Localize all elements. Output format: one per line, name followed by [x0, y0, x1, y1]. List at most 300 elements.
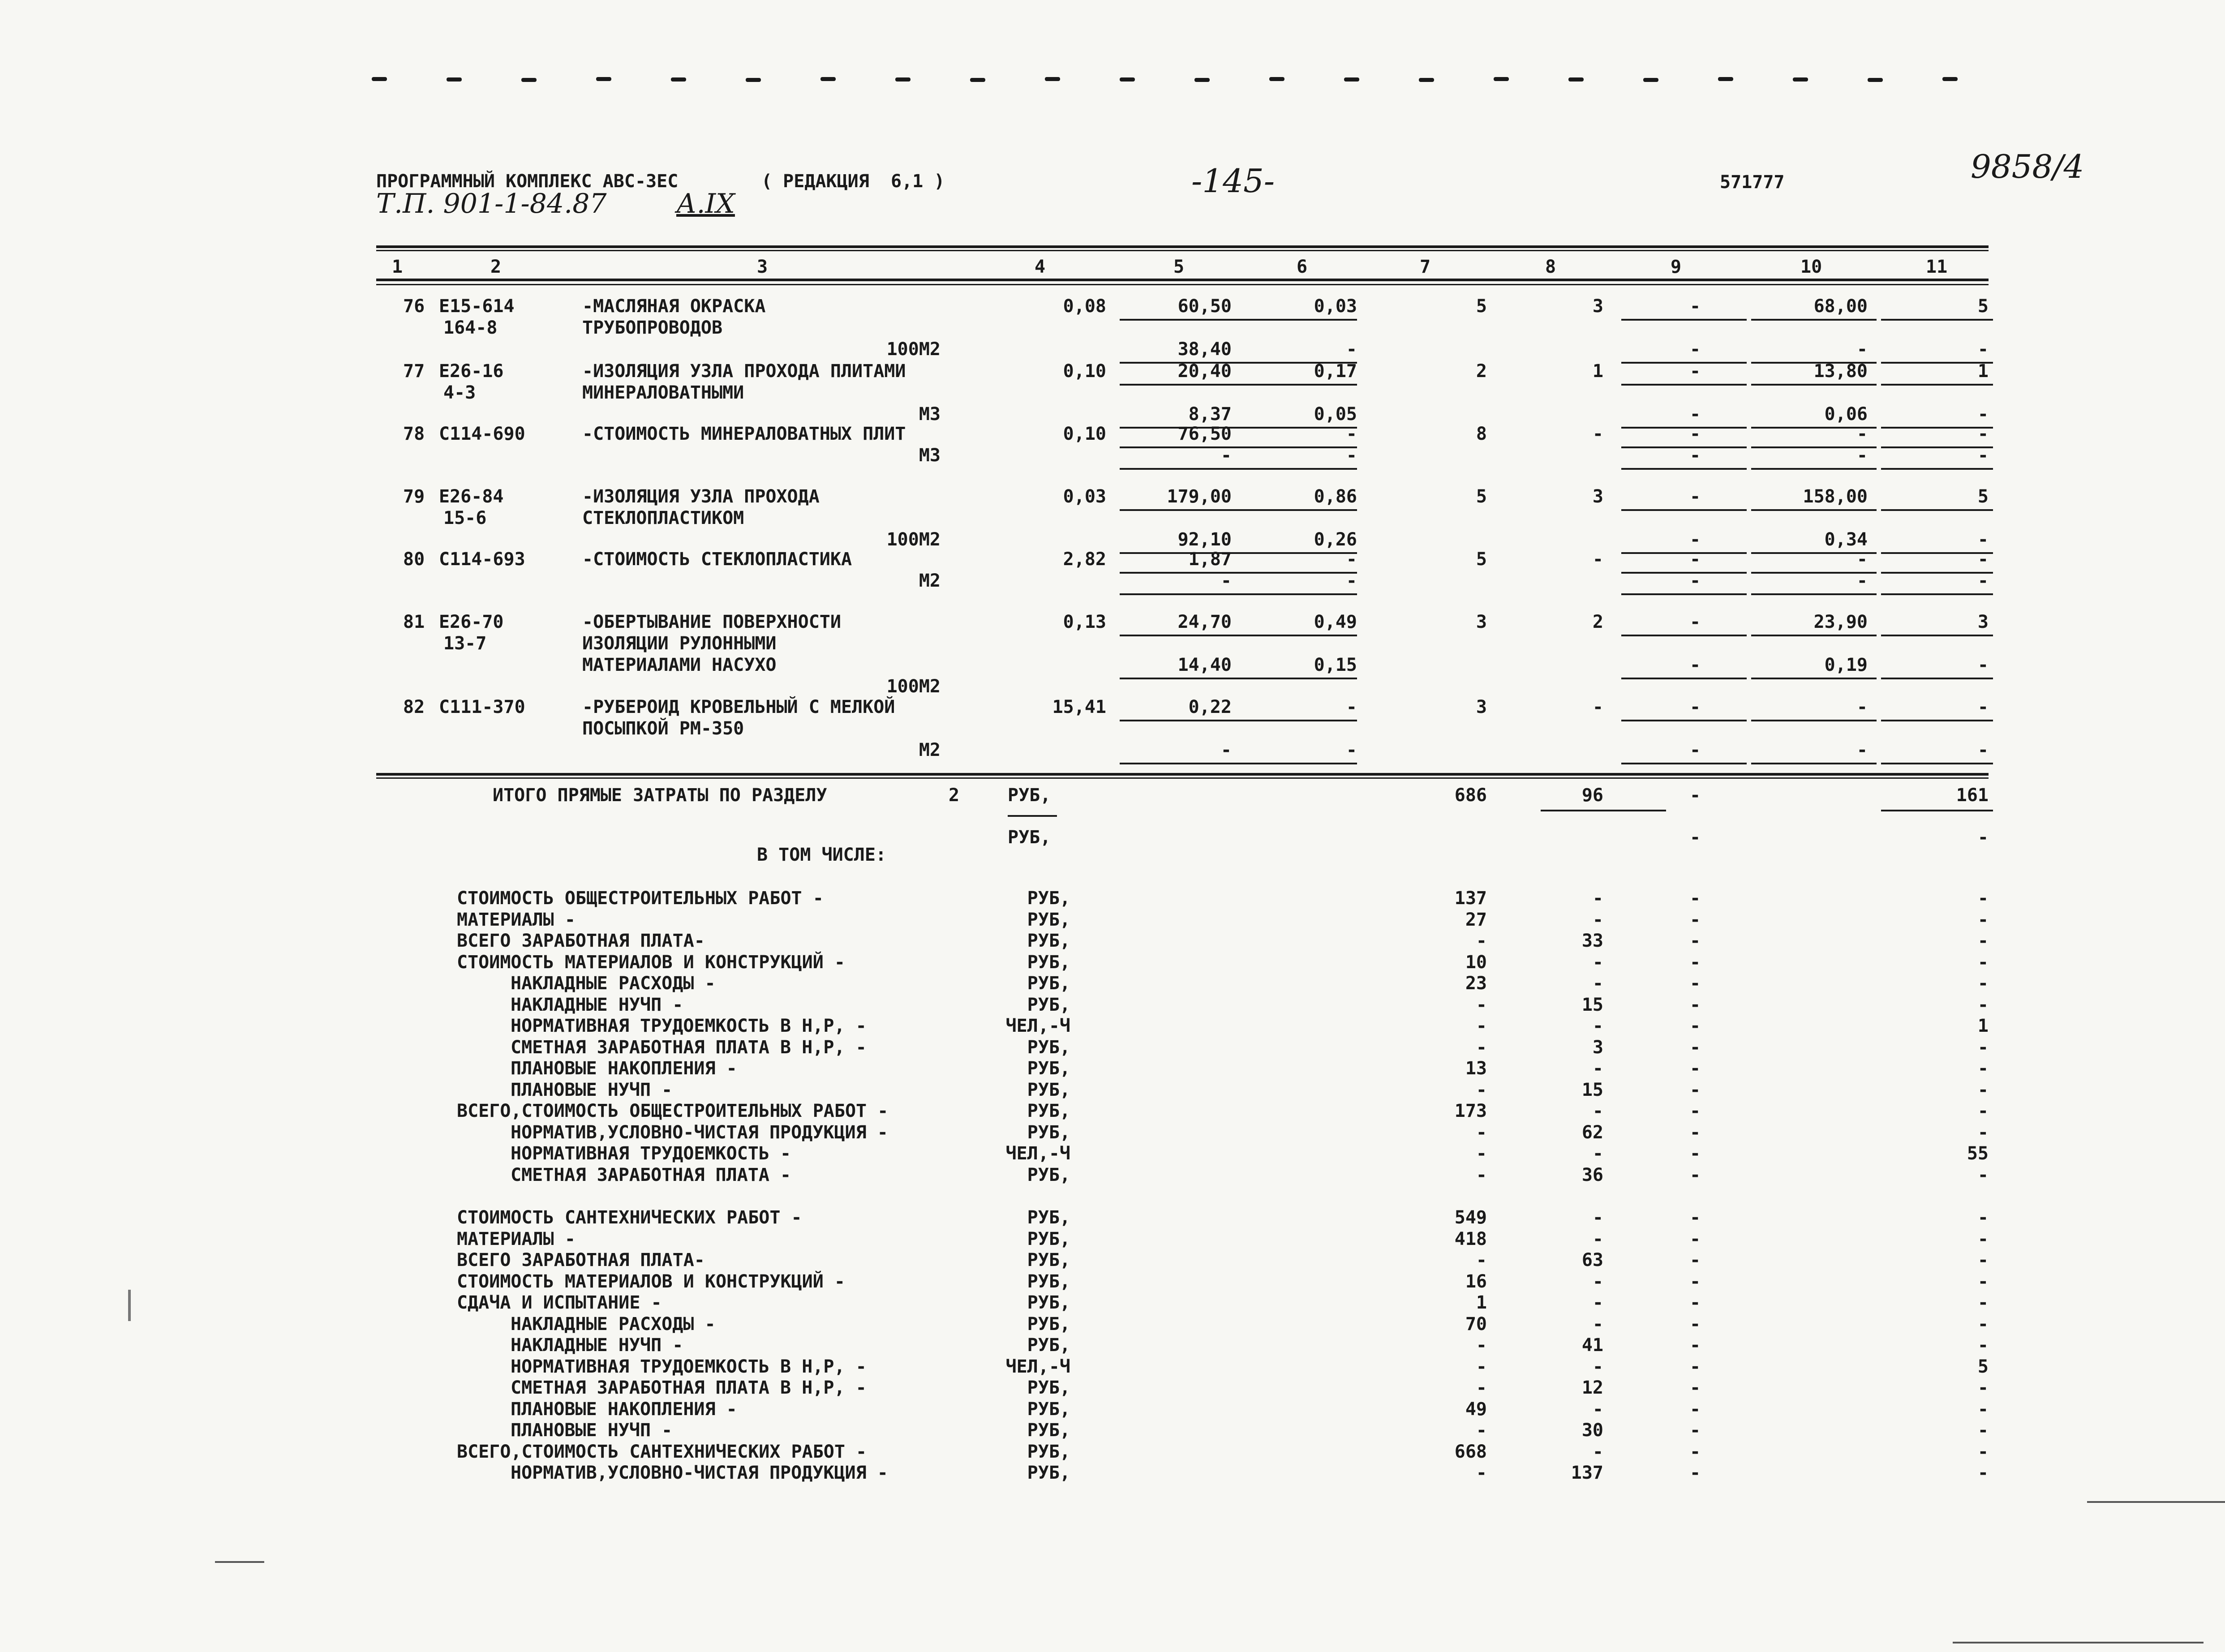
summary-label: НОРМАТИВНАЯ ТРУДОЕМКОСТЬ В Н,Р, -	[511, 1356, 867, 1377]
cell-underline	[1751, 763, 1877, 764]
summary-unit: РУБ,	[1027, 1420, 1070, 1441]
summary-col9: -	[1689, 994, 1701, 1015]
col6-value: 0,03	[1314, 296, 1357, 317]
cell-underline	[1120, 384, 1357, 386]
summary-col8: -	[1592, 973, 1603, 994]
perforation-dash	[1868, 78, 1883, 82]
summary-col7: -	[1476, 1463, 1487, 1483]
cell-underline	[1881, 384, 1993, 386]
scan-mark	[2087, 1501, 2225, 1503]
col11-wage: -	[1977, 740, 1989, 760]
summary-col8: 3	[1592, 1037, 1603, 1058]
summary-col9: -	[1689, 931, 1701, 951]
perforation-dash	[1269, 77, 1284, 81]
total-col7: 686	[1454, 785, 1487, 806]
col7-total: 3	[1476, 697, 1487, 717]
summary-col9: -	[1689, 973, 1701, 994]
cell-underline	[1881, 720, 1993, 721]
column-number: 2	[490, 257, 502, 277]
cell-underline	[1008, 815, 1057, 817]
cell-underline	[1751, 635, 1877, 636]
perforation-dash	[1718, 77, 1733, 81]
column-number: 3	[757, 257, 768, 277]
row-number: 80	[403, 549, 425, 570]
row-code: Е26-70	[439, 612, 504, 632]
summary-col11: 55	[1967, 1143, 1989, 1164]
summary-col8: 63	[1581, 1250, 1603, 1270]
album-number: А.IX	[676, 188, 735, 219]
summary-unit: РУБ,	[1027, 1037, 1070, 1058]
cell-underline	[1621, 468, 1747, 470]
row-unit: М2	[919, 571, 941, 591]
cell-underline	[1120, 635, 1357, 636]
cell-underline	[1881, 509, 1993, 511]
summary-col7: 137	[1454, 888, 1487, 909]
summary-unit: РУБ,	[1027, 1271, 1070, 1292]
cell-underline	[1120, 678, 1357, 679]
summary-col7: 27	[1465, 909, 1487, 930]
summary-col8: 41	[1581, 1335, 1603, 1356]
summary-col11: -	[1977, 888, 1989, 909]
total-col8: 96	[1581, 785, 1603, 806]
summary-col9: -	[1689, 1016, 1701, 1036]
summary-col11: -	[1977, 1228, 1989, 1249]
total-col11: 161	[1956, 785, 1989, 806]
summary-col7: -	[1476, 1122, 1487, 1143]
col11-wage: -	[1977, 445, 1989, 466]
col6-wage: -	[1346, 339, 1357, 360]
column-number: 4	[1035, 257, 1046, 277]
summary-unit: РУБ,	[1027, 1441, 1070, 1462]
row-unit: 100М2	[886, 529, 941, 550]
col6-value: 0,86	[1314, 486, 1357, 507]
summary-col9: -	[1689, 1463, 1701, 1483]
summary-col8: -	[1592, 1441, 1603, 1462]
row-description: -СТОИМОСТЬ СТЕКЛОПЛАСТИКА	[582, 549, 852, 570]
row-description: -МАСЛЯНАЯ ОКРАСКА	[582, 296, 766, 317]
col9-value: -	[1689, 361, 1701, 382]
row-code: С111-370	[439, 697, 525, 717]
col8-wages: -	[1592, 424, 1603, 444]
summary-col7: -	[1476, 1037, 1487, 1058]
col9-value: -	[1689, 549, 1701, 570]
col4-quantity: 2,82	[1063, 549, 1106, 570]
summary-col11: -	[1977, 1313, 1989, 1334]
summary-label: СМЕТНАЯ ЗАРАБОТНАЯ ПЛАТА -	[511, 1164, 791, 1185]
row-number: 82	[403, 697, 425, 717]
summary-col7: 173	[1454, 1101, 1487, 1121]
total-col9: -	[1689, 827, 1701, 848]
page-number: -145-	[1191, 162, 1275, 200]
cell-underline	[1881, 763, 1993, 764]
summary-col11: -	[1977, 1377, 1989, 1398]
summary-col9: -	[1689, 1313, 1701, 1334]
col5-price: 76,50	[1177, 424, 1232, 444]
cell-underline	[1120, 720, 1357, 721]
column-number: 8	[1545, 257, 1556, 277]
summary-unit: РУБ,	[1027, 1122, 1070, 1143]
total-label: ИТОГО ПРЯМЫЕ ЗАТРАТЫ ПО РАЗДЕЛУ	[493, 785, 827, 806]
col11-value: -	[1977, 549, 1989, 570]
col10-value: 68,00	[1813, 296, 1868, 317]
col7-total: 5	[1476, 486, 1487, 507]
cell-underline	[1881, 319, 1993, 321]
row-description: ПОСЫПКОЙ РМ-350	[582, 718, 744, 739]
perforation-dash	[1793, 77, 1808, 82]
summary-col11: -	[1977, 1250, 1989, 1270]
perforation-dash	[671, 77, 686, 82]
row-description: -СТОИМОСТЬ МИНЕРАЛОВАТНЫХ ПЛИТ	[582, 424, 906, 444]
cell-underline	[1120, 763, 1357, 764]
perforation-dash	[1494, 77, 1509, 81]
cell-underline	[1120, 509, 1357, 511]
col10-wage: -	[1856, 571, 1868, 591]
col8-wages: 2	[1592, 612, 1603, 632]
col5-wage: 92,10	[1177, 529, 1232, 550]
header-rule-bottom	[376, 279, 1989, 281]
summary-unit: ЧЕЛ,-Ч	[1005, 1016, 1070, 1036]
cell-underline	[1881, 593, 1993, 595]
summary-unit: РУБ,	[1027, 1463, 1070, 1483]
col5-wage: 14,40	[1177, 655, 1232, 675]
cell-underline	[1881, 810, 1993, 811]
section-rule2	[376, 777, 1989, 779]
perforation-dash	[521, 78, 537, 82]
summary-col11: -	[1977, 952, 1989, 973]
summary-col7: -	[1476, 1335, 1487, 1356]
summary-col7: 10	[1465, 952, 1487, 973]
summary-unit: ЧЕЛ,-Ч	[1005, 1143, 1070, 1164]
summary-col7: -	[1476, 1420, 1487, 1441]
col11-value: -	[1977, 697, 1989, 717]
summary-unit: РУБ,	[1027, 1313, 1070, 1334]
col5-price: 20,40	[1177, 361, 1232, 382]
cell-underline	[1881, 635, 1993, 636]
col11-wage: -	[1977, 529, 1989, 550]
cell-underline	[1751, 509, 1877, 511]
cell-underline	[1621, 763, 1747, 764]
summary-label: ВСЕГО,СТОИМОСТЬ ОБЩЕСТРОИТЕЛЬНЫХ РАБОТ -	[457, 1101, 889, 1121]
document-code: 571777	[1720, 172, 1785, 193]
summary-unit: РУБ,	[1027, 931, 1070, 951]
summary-col8: 15	[1581, 1079, 1603, 1100]
summary-col9: -	[1689, 1207, 1701, 1228]
cell-underline	[1541, 810, 1666, 811]
col6-wage: -	[1346, 740, 1357, 760]
summary-col9: -	[1689, 1122, 1701, 1143]
cell-underline	[1120, 593, 1357, 595]
summary-label: НАКЛАДНЫЕ РАСХОДЫ -	[511, 973, 716, 994]
summary-col11: 5	[1977, 1356, 1989, 1377]
summary-col8: -	[1592, 1292, 1603, 1313]
summary-unit: РУБ,	[1027, 1377, 1070, 1398]
summary-col9: -	[1689, 1164, 1701, 1185]
total-col11: -	[1977, 827, 1989, 848]
perforation-dash	[1344, 77, 1359, 82]
summary-col9: -	[1689, 1228, 1701, 1249]
cell-underline	[1751, 593, 1877, 595]
summary-col9: -	[1689, 1101, 1701, 1121]
summary-col9: -	[1689, 1292, 1701, 1313]
col5-price: 179,00	[1167, 486, 1232, 507]
col10-wage: -	[1856, 740, 1868, 760]
col7-total: 8	[1476, 424, 1487, 444]
summary-col11: -	[1977, 1079, 1989, 1100]
summary-col8: -	[1592, 1313, 1603, 1334]
summary-col8: -	[1592, 1271, 1603, 1292]
summary-col8: -	[1592, 909, 1603, 930]
perforation-dash	[1419, 78, 1434, 82]
row-description: -ИЗОЛЯЦИЯ УЗЛА ПРОХОДА ПЛИТАМИ	[582, 361, 906, 382]
col9-value: -	[1689, 612, 1701, 632]
summary-col9: -	[1689, 1399, 1701, 1420]
summary-col9: -	[1689, 1271, 1701, 1292]
summary-unit: РУБ,	[1027, 1292, 1070, 1313]
cell-underline	[1621, 593, 1747, 595]
summary-label: НОРМАТИВНАЯ ТРУДОЕМКОСТЬ В Н,Р, -	[511, 1016, 867, 1036]
perforation-dash	[820, 77, 836, 81]
row-number: 79	[403, 486, 425, 507]
cell-underline	[1621, 720, 1747, 721]
summary-col7: -	[1476, 1356, 1487, 1377]
cell-underline	[1120, 468, 1357, 470]
summary-col8: 33	[1581, 931, 1603, 951]
col10-wage: -	[1856, 339, 1868, 360]
col6-value: -	[1346, 549, 1357, 570]
col7-total: 3	[1476, 612, 1487, 632]
col8-wages: 3	[1592, 296, 1603, 317]
summary-unit: РУБ,	[1027, 1101, 1070, 1121]
col10-value: -	[1856, 549, 1868, 570]
summary-col11: -	[1977, 994, 1989, 1015]
summary-col7: -	[1476, 1377, 1487, 1398]
summary-label: ВСЕГО ЗАРАБОТНАЯ ПЛАТА-	[457, 1250, 705, 1270]
summary-col9: -	[1689, 1250, 1701, 1270]
col6-wage: 0,15	[1314, 655, 1357, 675]
summary-col7: 49	[1465, 1399, 1487, 1420]
cell-underline	[1751, 468, 1877, 470]
col10-wage: -	[1856, 445, 1868, 466]
summary-col11: -	[1977, 931, 1989, 951]
summary-col8: 137	[1571, 1463, 1603, 1483]
summary-col11: -	[1977, 1037, 1989, 1058]
summary-label: СДАЧА И ИСПЫТАНИЕ -	[457, 1292, 662, 1313]
project-number: Т.П. 901-1-84.87	[376, 188, 607, 219]
sheet-number: 9858/4	[1971, 148, 2084, 185]
cell-underline	[1621, 509, 1747, 511]
summary-col7: 549	[1454, 1207, 1487, 1228]
col6-value: 0,49	[1314, 612, 1357, 632]
column-number: 9	[1671, 257, 1682, 277]
col5-price: 0,22	[1188, 697, 1232, 717]
summary-col11: -	[1977, 1271, 1989, 1292]
summary-label: НОРМАТИВНАЯ ТРУДОЕМКОСТЬ -	[511, 1143, 791, 1164]
summary-col7: 23	[1465, 973, 1487, 994]
column-number: 11	[1926, 257, 1948, 277]
summary-col7: 418	[1454, 1228, 1487, 1249]
perforation-dash	[1120, 77, 1135, 82]
cell-underline	[1621, 635, 1747, 636]
row-unit: 100М2	[886, 339, 941, 360]
col9-value: -	[1689, 296, 1701, 317]
col6-value: -	[1346, 697, 1357, 717]
summary-label: НАКЛАДНЫЕ НУЧП -	[511, 1335, 683, 1356]
program-title: ПРОГРАММНЫЙ КОМПЛЕКС АВС-3ЕС	[376, 171, 679, 192]
row-unit: 100М2	[886, 676, 941, 697]
col9-value: -	[1689, 740, 1701, 760]
summary-col8: 30	[1581, 1420, 1603, 1441]
cell-underline	[1881, 678, 1993, 679]
col10-wage: 0,19	[1824, 655, 1868, 675]
column-number: 6	[1297, 257, 1308, 277]
column-number: 1	[392, 257, 403, 277]
summary-label: НОРМАТИВ,УСЛОВНО-ЧИСТАЯ ПРОДУКЦИЯ -	[511, 1463, 888, 1483]
edition-label: ( РЕДАКЦИЯ 6,1 )	[761, 171, 945, 192]
scan-mark	[215, 1561, 264, 1563]
col11-value: 5	[1977, 486, 1989, 507]
perforation-dash	[970, 78, 985, 82]
col4-quantity: 0,10	[1063, 424, 1106, 444]
summary-col11: -	[1977, 1058, 1989, 1079]
row-subcode: 13-7	[443, 633, 487, 654]
summary-col11: -	[1977, 1122, 1989, 1143]
row-number: 77	[403, 361, 425, 382]
summary-col8: -	[1592, 952, 1603, 973]
row-code: Е26-16	[439, 361, 504, 382]
row-description: СТЕКЛОПЛАСТИКОМ	[582, 508, 744, 528]
summary-label: СМЕТНАЯ ЗАРАБОТНАЯ ПЛАТА В Н,Р, -	[511, 1377, 867, 1398]
summary-label: ВСЕГО ЗАРАБОТНАЯ ПЛАТА-	[457, 931, 705, 951]
col10-value: -	[1856, 697, 1868, 717]
summary-col9: -	[1689, 1143, 1701, 1164]
col9-value: -	[1689, 445, 1701, 466]
summary-unit: РУБ,	[1027, 973, 1070, 994]
col9-value: -	[1689, 339, 1701, 360]
col8-wages: 1	[1592, 361, 1603, 382]
col10-value: 158,00	[1803, 486, 1868, 507]
summary-label: ПЛАНОВЫЕ НУЧП -	[511, 1079, 673, 1100]
column-number: 10	[1800, 257, 1822, 277]
col11-value: 5	[1977, 296, 1989, 317]
col7-total: 5	[1476, 296, 1487, 317]
col9-value: -	[1689, 529, 1701, 550]
col6-wage: 0,05	[1314, 404, 1357, 425]
summary-col8: 15	[1581, 994, 1603, 1015]
summary-unit: РУБ,	[1027, 994, 1070, 1015]
summary-col9: -	[1689, 1037, 1701, 1058]
perforation-dash	[1643, 78, 1658, 82]
col4-quantity: 0,08	[1063, 296, 1106, 317]
summary-col9: -	[1689, 1441, 1701, 1462]
summary-label: ПЛАНОВЫЕ НАКОПЛЕНИЯ -	[511, 1058, 737, 1079]
perforation-dash	[895, 77, 911, 82]
row-description: МАТЕРИАЛАМИ НАСУХО	[582, 655, 777, 675]
col7-total: 5	[1476, 549, 1487, 570]
summary-col11: -	[1977, 1292, 1989, 1313]
col9-value: -	[1689, 486, 1701, 507]
col5-price: 1,87	[1188, 549, 1232, 570]
summary-col9: -	[1689, 909, 1701, 930]
row-code: С114-693	[439, 549, 525, 570]
summary-col9: -	[1689, 1356, 1701, 1377]
row-description: ТРУБОПРОВОДОВ	[582, 318, 723, 338]
summary-col7: -	[1476, 1250, 1487, 1270]
cell-underline	[1881, 468, 1993, 470]
cell-underline	[1751, 319, 1877, 321]
summary-col11: -	[1977, 1399, 1989, 1420]
col10-value: -	[1856, 424, 1868, 444]
summary-col8: 36	[1581, 1164, 1603, 1185]
summary-label: МАТЕРИАЛЫ -	[457, 909, 576, 930]
summary-col7: 16	[1465, 1271, 1487, 1292]
row-code: Е26-84	[439, 486, 504, 507]
col5-wage: -	[1220, 740, 1232, 760]
perforation-dash	[746, 78, 761, 82]
row-unit: М2	[919, 740, 941, 760]
column-number: 7	[1420, 257, 1431, 277]
col11-wage: -	[1977, 339, 1989, 360]
col5-price: 60,50	[1177, 296, 1232, 317]
summary-col11: -	[1977, 1207, 1989, 1228]
summary-unit: РУБ,	[1027, 1228, 1070, 1249]
summary-col7: 668	[1454, 1441, 1487, 1462]
col5-wage: 8,37	[1188, 404, 1232, 425]
summary-col9: -	[1689, 1335, 1701, 1356]
row-subcode: 164-8	[443, 318, 498, 338]
summary-label: МАТЕРИАЛЫ -	[457, 1228, 576, 1249]
summary-unit: РУБ,	[1027, 1058, 1070, 1079]
summary-col8: 62	[1581, 1122, 1603, 1143]
col5-wage: 38,40	[1177, 339, 1232, 360]
row-number: 78	[403, 424, 425, 444]
section-rule	[376, 773, 1989, 776]
scan-mark	[128, 1290, 131, 1321]
col8-wages: -	[1592, 697, 1603, 717]
col10-wage: 0,06	[1824, 404, 1868, 425]
col10-value: 13,80	[1813, 361, 1868, 382]
summary-label: ПЛАНОВЫЕ НАКОПЛЕНИЯ -	[511, 1399, 737, 1420]
perforation-dash	[1045, 77, 1060, 81]
summary-col11: -	[1977, 1164, 1989, 1185]
summary-col7: -	[1476, 1079, 1487, 1100]
col6-wage: -	[1346, 571, 1357, 591]
summary-label: ПЛАНОВЫЕ НУЧП -	[511, 1420, 673, 1441]
header-rule-top	[376, 245, 1989, 248]
summary-col11: -	[1977, 973, 1989, 994]
summary-col9: -	[1689, 1079, 1701, 1100]
cell-underline	[1621, 678, 1747, 679]
summary-unit: РУБ,	[1027, 909, 1070, 930]
summary-col8: -	[1592, 1228, 1603, 1249]
summary-col8: -	[1592, 1101, 1603, 1121]
row-number: 76	[403, 296, 425, 317]
perforation-dash	[1194, 78, 1210, 82]
row-description: МИНЕРАЛОВАТНЫМИ	[582, 382, 744, 403]
col6-value: 0,17	[1314, 361, 1357, 382]
scan-mark	[1953, 1642, 2204, 1643]
summary-col8: -	[1592, 1016, 1603, 1036]
col11-value: -	[1977, 424, 1989, 444]
total-section: 2	[948, 785, 960, 806]
col7-total: 2	[1476, 361, 1487, 382]
row-description: -ИЗОЛЯЦИЯ УЗЛА ПРОХОДА	[582, 486, 820, 507]
col10-value: 23,90	[1813, 612, 1868, 632]
summary-unit: РУБ,	[1027, 1399, 1070, 1420]
summary-unit: РУБ,	[1027, 1335, 1070, 1356]
summary-label: НОРМАТИВ,УСЛОВНО-ЧИСТАЯ ПРОДУКЦИЯ -	[511, 1122, 888, 1143]
summary-unit: РУБ,	[1027, 1079, 1070, 1100]
col11-value: 3	[1977, 612, 1989, 632]
